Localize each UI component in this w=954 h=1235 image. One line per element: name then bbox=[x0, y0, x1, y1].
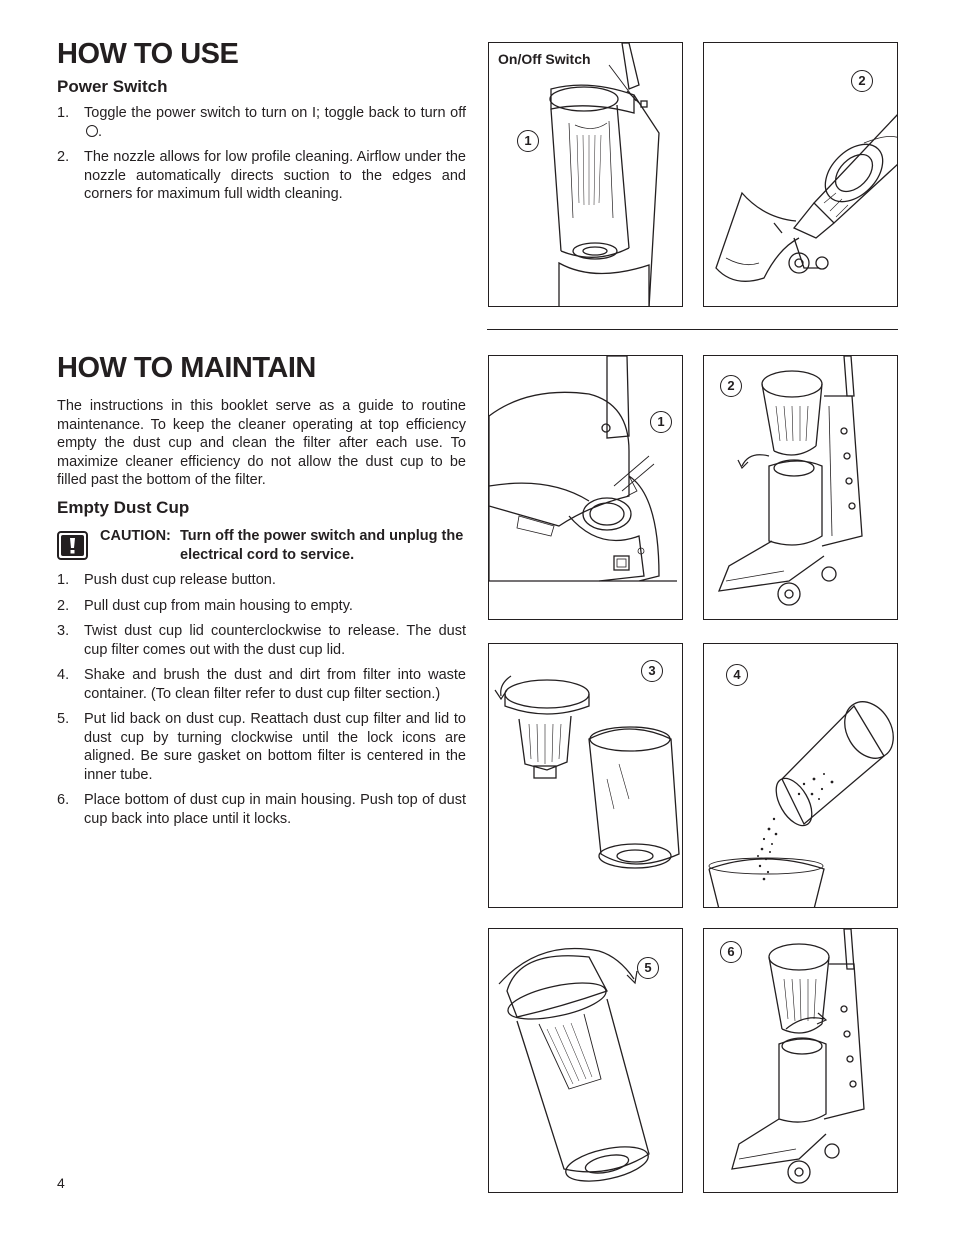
empty-dust-cup-steps bbox=[57, 571, 466, 835]
list-item bbox=[57, 597, 466, 616]
figure-step-badge: 4 bbox=[726, 664, 748, 686]
list-item bbox=[57, 622, 466, 659]
figure-release-button bbox=[488, 355, 683, 620]
caution-text-line-1: Turn off the power switch and unplug the bbox=[180, 528, 464, 544]
warning-icon bbox=[57, 531, 88, 560]
how-to-maintain-title: HOW TO MAINTAIN bbox=[57, 352, 316, 384]
step-text: Push dust cup release button. bbox=[84, 572, 276, 588]
power-switch-steps bbox=[57, 104, 466, 211]
list-item bbox=[57, 666, 466, 703]
list-item bbox=[57, 791, 466, 828]
figure-step-badge: 2 bbox=[851, 70, 873, 92]
figure-step-badge: 2 bbox=[720, 375, 742, 397]
step-text: Twist dust cup lid counterclockwise to release. The dust cup filter comes out with the dust cup lid. bbox=[84, 623, 466, 658]
step-text: Pull dust cup from main housing to empty. bbox=[84, 597, 353, 614]
vacuum-upright-illustration bbox=[489, 43, 683, 307]
step-number: 3. bbox=[57, 623, 70, 639]
figure-step-badge: 3 bbox=[641, 660, 663, 682]
step-text: Place bottom of dust cup in main housing. Push top of dust cup back into place until it locks. bbox=[84, 792, 466, 827]
step-text: The nozzle allows for low profile cleaning. Airflow under the nozzle automatically directs suction to the edges and corners for maximum full width cleaning. bbox=[84, 149, 466, 202]
section-divider bbox=[487, 329, 898, 330]
figure-low-profile-nozzle bbox=[703, 42, 898, 307]
step-number: 1. bbox=[57, 105, 70, 121]
figure-twist-lid bbox=[488, 643, 683, 908]
list-item bbox=[57, 710, 466, 784]
twist-lid-illustration bbox=[489, 644, 683, 908]
figure-pull-dust-cup bbox=[703, 355, 898, 620]
off-symbol-icon bbox=[86, 125, 98, 137]
dust-cup-release-illustration bbox=[489, 356, 683, 620]
step-number: 2. bbox=[57, 597, 70, 614]
step-text: Toggle the power switch to turn on I; toggle back to turn off bbox=[84, 105, 466, 121]
caution-text-line-2: electrical cord to service. bbox=[180, 546, 355, 563]
step-text: Shake and brush the dust and dirt from filter into waste container. (To clean filter refer to dust cup filter section.) bbox=[84, 667, 466, 702]
figure-on-off-switch bbox=[488, 42, 683, 307]
figure-step-badge: 5 bbox=[637, 957, 659, 979]
list-item bbox=[57, 104, 466, 141]
replace-dust-cup-illustration bbox=[704, 929, 898, 1193]
list-item bbox=[57, 148, 466, 204]
step-number: 4. bbox=[57, 667, 70, 683]
figure-replace-dust-cup bbox=[703, 928, 898, 1193]
caution-label: CAUTION: bbox=[100, 528, 171, 544]
figure-step-badge: 1 bbox=[517, 130, 539, 152]
how-to-use-title: HOW TO USE bbox=[57, 38, 239, 70]
step-number: 2. bbox=[57, 149, 70, 165]
page-number: 4 bbox=[57, 1175, 65, 1191]
figure-shake-dust bbox=[703, 643, 898, 908]
step-number: 1. bbox=[57, 572, 70, 588]
figure-step-badge: 1 bbox=[650, 411, 672, 433]
power-switch-heading: Power Switch bbox=[57, 77, 168, 96]
empty-dust-cup-heading: Empty Dust Cup bbox=[57, 498, 190, 517]
figure-step-badge: 6 bbox=[720, 941, 742, 963]
step-number: 6. bbox=[57, 792, 70, 808]
step-text-suffix: . bbox=[98, 123, 103, 140]
on-off-switch-label: On/Off Switch bbox=[498, 51, 591, 67]
list-item bbox=[57, 571, 466, 590]
maintenance-intro: The instructions in this booklet serve as a guide to routine maintenance. To keep the cleaner operating at top efficiency empty the dust cup and clean the filter after each use. To maximize cleaner efficiency do not allow the dust cup to be filled past the bottom of the filter. bbox=[57, 398, 466, 488]
figure-reattach-lid bbox=[488, 928, 683, 1193]
step-number: 5. bbox=[57, 711, 70, 727]
step-text: Put lid back on dust cup. Reattach dust cup filter and lid to dust cup by turning clockwise until the lock icons are aligned. Be sure gasket on bottom filter is centered in the inner tube. bbox=[84, 711, 466, 783]
